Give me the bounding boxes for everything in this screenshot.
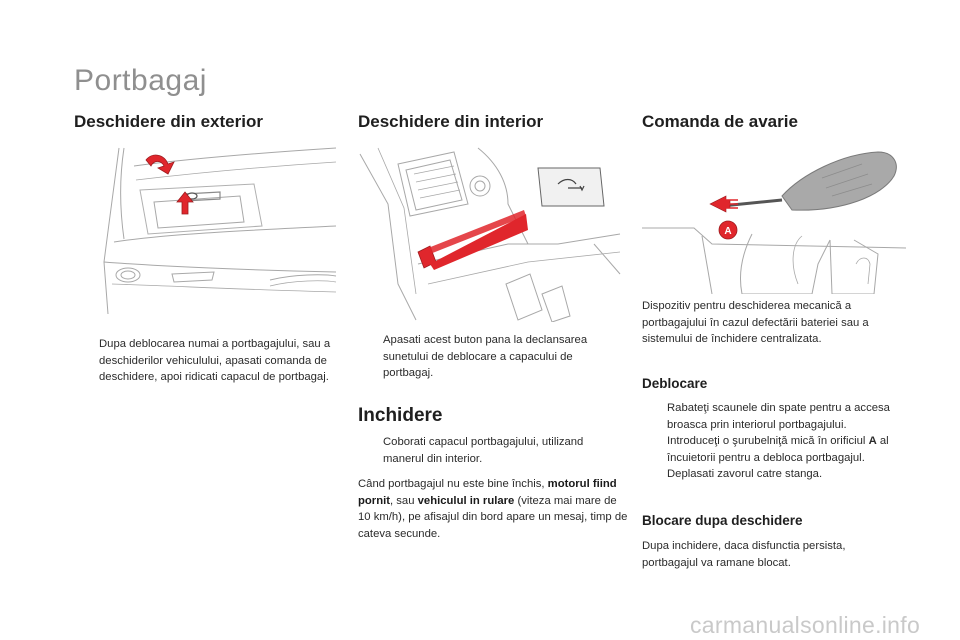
list-item: Apasati acest buton pana la declansarea sunetului de deblocare a capacului de portbagaj. <box>383 334 588 379</box>
lock-after-opening-paragraph: Dupa inchidere, daca disfunctia persista, portbagajul va ramane blocat. <box>642 540 846 569</box>
subsection-title-lock-after-opening: Blocare dupa deschidere <box>642 513 803 528</box>
subsection-title-unlock: Deblocare <box>642 376 708 391</box>
list-item: Coborati capacul portbagajului, utilizand manerul din interior. <box>383 436 584 465</box>
list-item: Deplasati zavorul catre stanga. <box>667 468 823 480</box>
section-title-exterior: Deschidere din exterior <box>74 112 263 131</box>
list-item: Rabateţi scaunele din spate pentru a accesa broasca prin interiorul portbagajului. <box>667 402 890 431</box>
illustration-emergency-release <box>642 144 906 294</box>
illustration-exterior-opening <box>74 144 338 322</box>
list-item: Dupa deblocarea numai a portbagajului, sau a deschiderilor vehiculului, apasati comanda de deschidere, apoi ridicati capacul de portbagaj. <box>99 338 331 383</box>
section-title-emergency: Comanda de avarie <box>642 112 798 131</box>
interior-instructions <box>358 332 622 382</box>
illustration-interior-opening <box>358 144 622 322</box>
column-emergency-control <box>642 108 906 569</box>
watermark-text: carmanualsonline.info <box>690 612 921 638</box>
page-title: Portbagaj <box>74 64 207 97</box>
closing-warning-paragraph: Când portbagajul nu este bine închis, motorul fiind pornit, sau vehiculul in rulare (viteza mai mare de 10 km/h), pe afisajul din bord apare un mesaj, timp de cateva secunde. <box>358 478 628 540</box>
exterior-instructions <box>74 336 338 386</box>
column-interior-opening <box>358 108 628 540</box>
section-title-closing: Inchidere <box>358 405 443 426</box>
list-item: Introduceţi o şurubelniţă mică în orificiul A al încuietorii pentru a debloca portbagajul. <box>667 435 889 464</box>
unlock-instructions <box>642 400 906 483</box>
marker-a-label: A <box>724 226 732 237</box>
column-exterior-opening <box>74 108 338 383</box>
section-title-interior: Deschidere din interior <box>358 112 544 131</box>
closing-instructions <box>358 434 622 467</box>
emergency-description: Dispozitiv pentru deschiderea mecanică a portbagajului în cazul defectării bateriei sau a sistemului de închidere centralizata. <box>642 300 869 345</box>
